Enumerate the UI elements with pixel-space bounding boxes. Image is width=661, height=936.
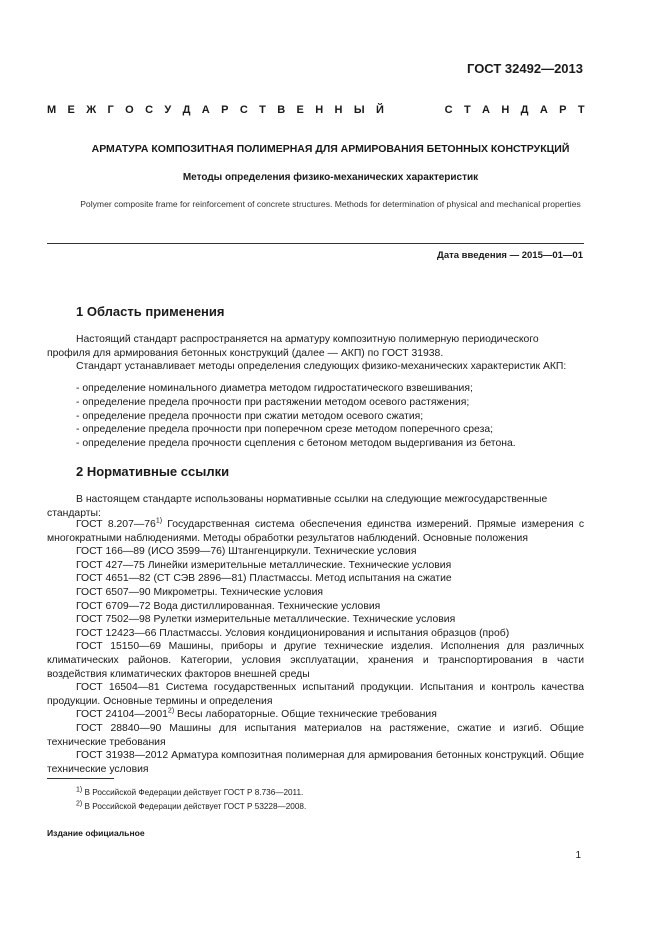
banner-gap	[395, 104, 433, 116]
banner-letter: С	[444, 104, 453, 116]
banner-letter: Т	[259, 104, 266, 116]
banner-letter: М	[47, 104, 57, 116]
reference-item	[47, 640, 584, 681]
banner-letter: А	[201, 104, 210, 116]
section-2-heading: 2 Нормативные ссылки	[76, 464, 230, 479]
reference-text: Государственная система обеспечения единства измерений. Прямые измерения с многократными наблюдениями. Методы обработки результатов наблюдений. Основные положения	[47, 519, 585, 544]
reference-text: ГОСТ 6507—90 Микрометры. Технические условия	[76, 586, 324, 598]
reference-item	[47, 749, 584, 776]
interstate-standard-banner	[47, 104, 585, 116]
normative-references-list	[47, 518, 584, 776]
reference-text: ГОСТ 16504—81 Система государственных испытаний продукции. Испытания и контроль качества продукции. Основные термины и определения	[47, 682, 584, 707]
reference-text: ГОСТ 12423—66 Пластмассы. Условия кондиционирования и испытания образцов (проб)	[76, 627, 510, 639]
reference-item	[47, 545, 584, 559]
section-2-intro: В настоящем стандарте использованы нормативные ссылки на следующие межгосударственные стандарты:	[47, 494, 548, 519]
edition-label: Издание официальное	[47, 828, 145, 838]
document-subtitle: Методы определения физико-механических характеристик	[182, 172, 479, 183]
document-title: АРМАТУРА КОМПОЗИТНАЯ ПОЛИМЕРНАЯ ДЛЯ АРМИРОВАНИЯ БЕТОННЫХ КОНСТРУКЦИЙ	[91, 143, 570, 155]
footnote-divider	[47, 778, 114, 779]
banner-letter: А	[539, 104, 548, 116]
reference-item	[47, 518, 584, 545]
footnote-mark: 1)	[155, 517, 163, 525]
reference-item	[47, 600, 584, 614]
section-1-paragraph-2: Стандарт устанавливает методы определения следующих физико-механических характеристик АКП:	[76, 361, 567, 372]
banner-letter: Н	[501, 104, 510, 116]
banner-letter: Е	[296, 104, 304, 116]
reference-text: Весы лабораторные. Общие технические требования	[174, 709, 437, 721]
reference-text: ГОСТ 6709—72 Вода дистиллированная. Технические условия	[76, 600, 381, 612]
reference-text: ГОСТ 166—89 (ИСО 3599—76) Штангенциркули. Технические условия	[76, 546, 417, 558]
banner-letter: А	[482, 104, 490, 116]
banner-letter: Н	[315, 104, 324, 116]
reference-item	[47, 572, 584, 586]
banner-letter: С	[145, 104, 154, 116]
introduction-date: Дата введения — 2015—01—01	[437, 250, 583, 261]
banner-letter: Т	[577, 104, 585, 116]
list-item: - определение предела прочности сцепления с бетоном методом выдергивания из бетона.	[76, 438, 516, 449]
footnote-text: В Российской Федерации действует ГОСТ Р 53228—2008.	[82, 802, 307, 811]
reference-text: ГОСТ 427—75 Линейки измерительные металлические. Технические условия	[76, 559, 452, 571]
list-item: - определение предела прочности при поперечном срезе методом поперечного среза;	[76, 424, 494, 435]
footnote-1	[76, 787, 303, 799]
footnote-mark: 1)	[76, 786, 83, 794]
reference-item	[47, 586, 584, 600]
footnote-mark: 2)	[76, 800, 83, 808]
document-code: ГОСТ 32492—2013	[467, 61, 583, 76]
list-item: - определение номинального диаметра методом гидростатического взвешивания;	[76, 383, 473, 394]
section-1-paragraph-1: Настоящий стандарт распространяется на арматуру композитную полимерную периодического профиля для армирования бетонных конструкций (далее — АКП) по ГОСТ 31938.	[47, 334, 539, 359]
reference-text: ГОСТ 15150—69 Машины, приборы и другие технические изделия. Исполнения для различных климатических районов. Категории, условия эксплуатации, хранения и транспортирования в части воздействия климатических факторов внешней среды	[47, 641, 584, 680]
footnote-text: В Российской Федерации действует ГОСТ Р 8.736—2011.	[82, 788, 304, 797]
banner-letter: Р	[221, 104, 229, 116]
reference-item	[47, 613, 584, 627]
reference-text: ГОСТ 8.207—76	[76, 519, 156, 530]
reference-item	[47, 559, 584, 573]
banner-letter: В	[277, 104, 286, 116]
banner-letter: О	[125, 104, 134, 116]
banner-letter: У	[164, 104, 172, 116]
reference-item	[47, 708, 584, 722]
page-number: 1	[575, 850, 581, 861]
reference-text: ГОСТ 4651—82 (СТ СЭВ 2896—81) Пластмассы. Метод испытания на сжатие	[76, 573, 452, 585]
section-1-heading: 1 Область применения	[76, 304, 225, 319]
reference-item	[47, 722, 584, 749]
banner-letter: С	[239, 104, 248, 116]
reference-text: ГОСТ 31938—2012 Арматура композитная полимерная для армирования бетонных конструкций. Общие технические условия	[47, 750, 584, 775]
english-title: Polymer composite frame for reinforcement of concrete structures. Methods for determination of physical and mechanical properties	[80, 199, 581, 209]
banner-letter: Ж	[86, 104, 97, 116]
banner-letter: Р	[559, 104, 567, 116]
banner-letter: Д	[182, 104, 191, 116]
reference-text: ГОСТ 28840—90 Машины для испытания материалов на растяжение, сжатие и изгиб. Общие технические требования	[47, 722, 584, 748]
banner-letter: Д	[520, 104, 529, 116]
banner-letter: Й	[376, 104, 384, 116]
header-divider	[47, 243, 584, 244]
reference-text: ГОСТ 7502—98 Рулетки измерительные металлические. Технические условия	[76, 614, 456, 626]
list-item: - определение предела прочности при растяжении методом осевого растяжения;	[76, 397, 470, 408]
banner-letter: Т	[463, 104, 471, 116]
reference-text: ГОСТ 24104—2001	[76, 709, 168, 721]
footnote-mark: 2)	[167, 707, 175, 715]
banner-letter: Н	[334, 104, 343, 116]
footnote-2	[76, 801, 306, 813]
banner-letter: Ы	[353, 104, 365, 116]
reference-item	[47, 681, 584, 708]
banner-letter: Е	[67, 104, 75, 116]
reference-item	[47, 627, 584, 641]
banner-letter: Г	[107, 104, 114, 116]
list-item: - определение предела прочности при сжатии методом осевого сжатия;	[76, 411, 424, 422]
